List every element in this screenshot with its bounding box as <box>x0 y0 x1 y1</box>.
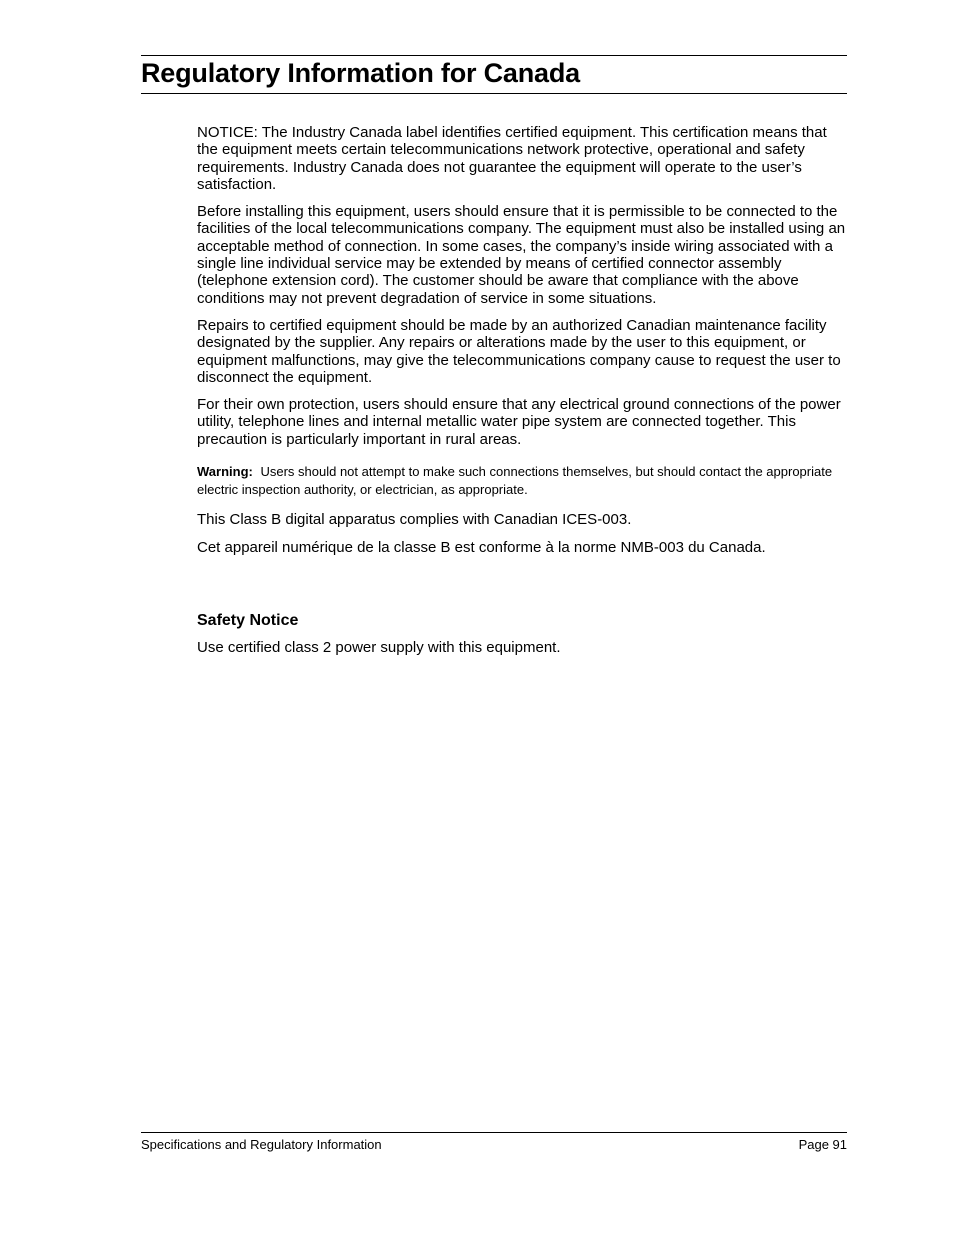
installation-paragraph: Before installing this equipment, users should ensure that it is permissible to be connected to the facilities of the local telecommunications company. The equipment must also be installed using an acceptable method of connection. In some cases, the company’s inside wiring associated with a single line individual service may be extended by means of certified connector assembly (telephone extension cord). The customer should be aware that compliance with the above conditions may not prevent degradation of service in some situations. <box>197 203 846 307</box>
page-title: Regulatory Information for Canada <box>141 58 580 88</box>
warning-note <box>197 463 849 499</box>
safety-notice-heading: Safety Notice <box>197 611 299 629</box>
title-bottom-rule <box>141 93 847 94</box>
footer-page-number: Page 91 <box>798 1137 847 1152</box>
regulatory-content <box>197 124 849 656</box>
warning-label: Warning: <box>197 464 253 480</box>
class-b-statement: This Class B digital apparatus complies with Canadian ICES-003. <box>197 511 632 529</box>
warning-text: Users should not attempt to make such connections themselves, but should contact the appropriate electric inspection authority, or electrician, as appropriate. <box>197 464 833 498</box>
notice-paragraph: NOTICE: The Industry Canada label identifies certified equipment. This certification means that the equipment meets certain telecommunications network protective, operational and safety requirements. Industry Canada does not guarantee the equipment will operate to the user’s satisfaction. <box>197 124 827 193</box>
footer-rule <box>141 1132 847 1133</box>
repairs-paragraph: Repairs to certified equipment should be made by an authorized Canadian maintenance facility designated by the supplier. Any repairs or alterations made by the user to this equipment, or equipment malfunctions, may give the telecommunications company cause to request the user to disconnect the equipment. <box>197 316 841 386</box>
page-footer <box>141 1137 847 1153</box>
footer-section-title: Specifications and Regulatory Information <box>141 1137 382 1152</box>
class-b-statement-french: Cet appareil numérique de la classe B est conforme à la norme NMB-003 du Canada. <box>197 539 766 557</box>
protection-paragraph: For their own protection, users should ensure that any electrical ground connections of the power utility, telephone lines and internal metallic water pipe system are connected together. This precaution is particularly important in rural areas. <box>197 396 841 448</box>
safety-notice-text: Use certified class 2 power supply with this equipment. <box>197 638 561 656</box>
